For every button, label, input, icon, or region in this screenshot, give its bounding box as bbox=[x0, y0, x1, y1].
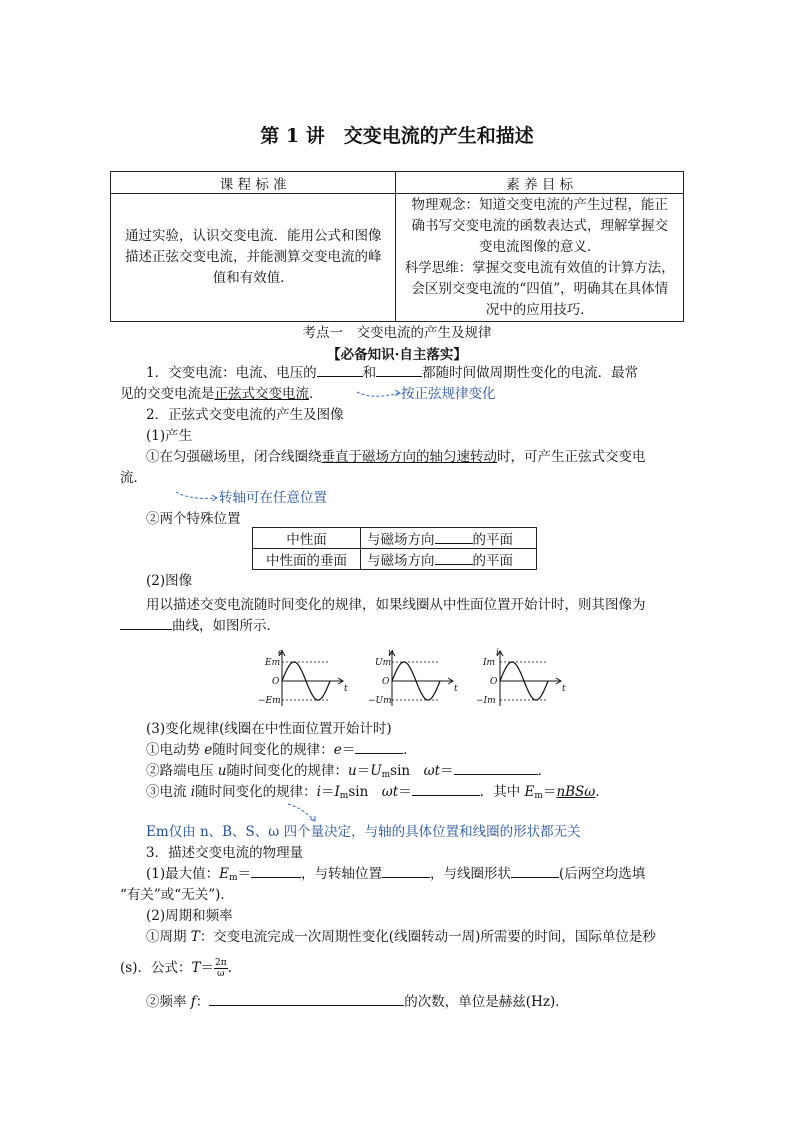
goal-line: 变电流图像的意义． bbox=[478, 238, 601, 255]
goal-line: 确书写交变电流的函数表达式，理解掌握交 bbox=[411, 217, 668, 234]
law-voltage: ②路端电压 u随时间变化的规律：$u=U_m\sin$ ωt＝ ． bbox=[146, 760, 551, 787]
max-value-line: (1)最大值：$E_m=$ ，与转轴位置 ，与线圈形状 (后两空均选填 bbox=[146, 863, 645, 890]
blank bbox=[251, 863, 301, 878]
origin-label: O bbox=[382, 677, 390, 687]
underlined-term: 正弦式交变电流 bbox=[214, 386, 309, 402]
p2-2-heading: (2)图像 bbox=[146, 573, 193, 589]
section-heading: 考点一 交变电流的产生及规律 bbox=[302, 325, 492, 341]
y-label: e bbox=[278, 648, 284, 658]
annotation-note: Em仅由 n、B、S、ω 四个量决定，与轴的具体位置和线圈的形状都无关 bbox=[146, 824, 581, 840]
position-name: 中性面 bbox=[253, 528, 361, 549]
p1-line2: 见的交变电流是正弦式交变电流． bbox=[120, 386, 323, 402]
annotation-arrow bbox=[355, 384, 405, 404]
p2-1-line2: 流． bbox=[120, 470, 147, 486]
origin-label: O bbox=[272, 677, 280, 687]
goal-cell bbox=[396, 194, 684, 322]
sine-graph bbox=[344, 648, 458, 710]
fraction: $\frac{2\pi}{\omega}$ bbox=[214, 958, 227, 979]
special-positions-label: ②两个特殊位置 bbox=[146, 511, 241, 527]
blank bbox=[120, 615, 172, 630]
standard-line: 值和有效值． bbox=[212, 270, 294, 286]
trough-label: −Um bbox=[368, 696, 392, 706]
standard-line: 描述正弦交变电流，并能测算交变电流的峰 bbox=[124, 249, 382, 265]
x-label: t bbox=[454, 684, 458, 694]
goal-line: 科学思维：掌握交变电流有效值的计算方法， bbox=[404, 259, 675, 276]
blank bbox=[355, 739, 403, 754]
position-name: 中性面的垂面 bbox=[253, 549, 361, 570]
p2-1-heading: (1)产生 bbox=[146, 428, 193, 444]
frequency-line: ②频率 f： 的次数，单位是赫兹(Hz)． bbox=[146, 991, 569, 1014]
page-title: 第 1 讲 交变电流的产生和描述 bbox=[260, 125, 534, 147]
blank bbox=[382, 863, 430, 878]
p2-1-line1: ①在匀强磁场里，闭合线圈绕垂直于磁场方向的轴匀速转动时，可产生正弦式交变电 bbox=[146, 449, 646, 465]
p2-2-line1: 用以描述交变电流随时间变化的规律，如果线圈从中性面位置开始计时，则其图像为 bbox=[146, 597, 646, 613]
annotation-note: 按正弦规律变化 bbox=[401, 386, 496, 402]
p3-2-heading: (2)周期和频率 bbox=[146, 908, 233, 924]
origin-label: O bbox=[490, 677, 498, 687]
x-label: t bbox=[344, 684, 348, 694]
table-row bbox=[253, 528, 537, 549]
x-label: t bbox=[562, 684, 566, 694]
standard-cell bbox=[111, 194, 396, 322]
peak-label: Im bbox=[483, 658, 496, 668]
position-desc: 与磁场方向 的平面 bbox=[361, 528, 537, 549]
blank bbox=[209, 991, 404, 1006]
goal-line: 会区别交变电流的“四值”，明确其在具体情 bbox=[411, 280, 669, 297]
peak-label: Um bbox=[375, 658, 392, 668]
max-value-line2: “有关”或“无关”)． bbox=[120, 887, 234, 903]
blank bbox=[511, 863, 559, 878]
annotation-arrow bbox=[174, 486, 224, 506]
standard-line: 通过实验，认识交变电流．能用公式和图像 bbox=[124, 228, 382, 244]
position-desc: 与磁场方向 的平面 bbox=[361, 549, 537, 570]
sine-graph bbox=[234, 648, 348, 710]
y-label: u bbox=[388, 648, 394, 658]
blank bbox=[454, 760, 538, 775]
goal-line: 物理观念：知道交变电流的产生过程，能正 bbox=[411, 196, 668, 213]
sub-heading: 【必备知识·自主落实】 bbox=[327, 347, 467, 363]
blank bbox=[435, 529, 473, 544]
period-formula: (s)．公式：T＝ $\frac{2\pi}{\omega}$ . bbox=[120, 958, 232, 979]
p2-heading: 2．正弦式交变电流的产生及图像 bbox=[146, 407, 344, 423]
annotation-note: 转轴可在任意位置 bbox=[219, 490, 327, 506]
p1-line1: 1．交变电流：电流、电压的 和 都随时间做周期性变化的电流．最常 bbox=[146, 362, 638, 385]
p2-3-heading: (3)变化规律(线圈在中性面位置开始计时) bbox=[146, 721, 392, 737]
table-header-standard: 课 程 标 准 bbox=[111, 172, 396, 194]
p3-heading: 3．描述交变电流的物理量 bbox=[146, 845, 304, 861]
blank bbox=[376, 362, 422, 377]
p2-2-line2: 曲线，如图所示． bbox=[120, 615, 280, 638]
trough-label: −Im bbox=[476, 696, 496, 706]
peak-label: Em bbox=[265, 658, 281, 668]
blank bbox=[317, 362, 363, 377]
law-current: ③电流 i随时间变化的规律：$i=I_m\sin$ ωt＝ ．其中 $E_m=nBS\omega$． bbox=[146, 781, 609, 808]
period-line1: ①周期 T：交变电流完成一次周期性变化(线圈转动一周)所需要的时间，国际单位是秒 bbox=[146, 929, 656, 945]
blank bbox=[412, 781, 480, 796]
table-header-goal: 素 养 目 标 bbox=[396, 172, 684, 194]
law-emf: ①电动势 e随时间变化的规律：e＝ ． bbox=[146, 739, 417, 762]
trough-label: −Em bbox=[258, 696, 281, 706]
underlined-term: 垂直于磁场方向的轴匀速转动 bbox=[321, 449, 497, 465]
blank bbox=[435, 550, 473, 565]
positions-table bbox=[252, 527, 537, 570]
goal-line: 况中的应用技巧． bbox=[485, 301, 594, 318]
table-row bbox=[253, 549, 537, 570]
y-label: i bbox=[496, 648, 499, 658]
sine-graph bbox=[452, 648, 566, 710]
standard-table bbox=[110, 171, 684, 322]
